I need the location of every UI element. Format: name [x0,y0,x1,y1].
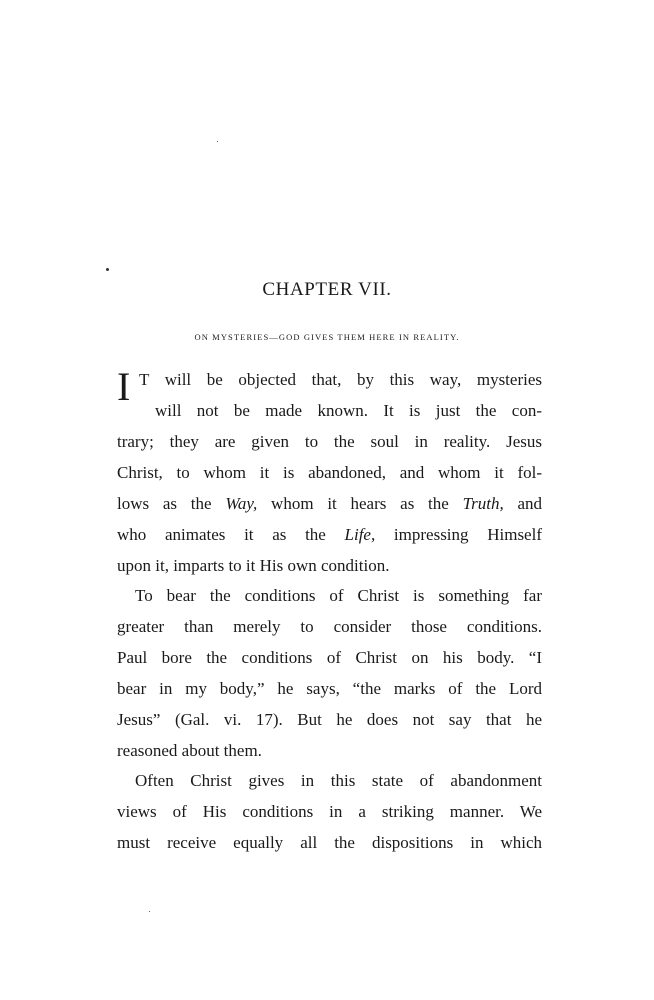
text-fragment: impressing Himself [375,525,542,544]
text-fragment: lows as the [117,494,226,513]
text-line [117,488,542,519]
text-line: reasoned about them. [117,741,262,760]
text-line: trary; they are given to the soul in reality. Jesus [117,432,542,451]
text-line: upon it, imparts to it His own condition. [117,556,390,575]
emphasis-life: Life, [344,525,376,544]
text-line: views of His conditions in a striking manner. We [117,802,542,821]
text-line [117,519,542,550]
paragraph-2 [117,580,542,766]
text-fragment: who animates it as the [117,525,345,544]
paragraph-1 [117,364,542,581]
drop-cap: I [117,364,131,409]
text-line: Christ, to whom it is abandoned, and whom it fol- [117,463,542,482]
text-line: T will be objected that, by this way, mysteries [139,370,542,389]
text-line: will not be made known. It is just the con- [155,401,542,420]
text-line: Paul bore the conditions of Christ on his body. “I [117,648,542,667]
text-line: greater than merely to consider those conditions. [117,617,542,636]
text-line: To bear the conditions of Christ is something far [135,586,542,605]
page-speck [217,141,218,142]
chapter-title: CHAPTER VII. [262,279,392,300]
text-line: Jesus” (Gal. vi. 17). But he does not say that he [117,710,542,729]
page-speck [106,268,109,271]
emphasis-truth: Truth, [462,494,504,513]
text-line: bear in my body,” he says, “the marks of the Lord [117,679,542,698]
page-speck [149,911,150,912]
text-line: must receive equally all the dispositions in which [117,833,542,852]
text-fragment: whom it hears as the [257,494,463,513]
chapter-subtitle: ON MYSTERIES—GOD GIVES THEM HERE IN REALITY. [194,332,460,342]
text-line: Often Christ gives in this state of abandonment [135,771,542,790]
paragraph-3 [117,765,542,858]
emphasis-way: Way, [225,494,258,513]
text-fragment: and [503,494,543,513]
